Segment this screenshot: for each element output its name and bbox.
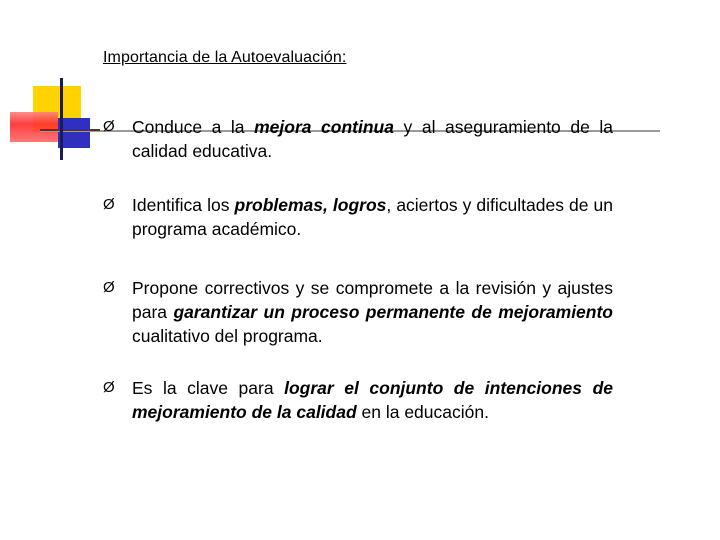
decor-red-square xyxy=(10,112,58,142)
bullet-text xyxy=(103,193,613,241)
bullet-text-segment: en la educación. xyxy=(356,402,489,422)
bullet-text-segment: Identifica los xyxy=(132,195,235,215)
slide-title: Importancia de la Autoevaluación: xyxy=(103,49,347,66)
bullet-text-segment: Es la clave para xyxy=(132,378,285,398)
bullet-text-emphasis: mejora continua xyxy=(254,117,394,137)
arrow-bullet-icon: Ø xyxy=(103,196,115,213)
bullet-text xyxy=(103,276,613,348)
arrow-bullet-icon: Ø xyxy=(103,118,115,135)
decor-vertical-line xyxy=(60,78,63,160)
bullet-item xyxy=(103,276,613,348)
bullet-text-segment: , aciertos y dificultades de un programa académico. xyxy=(132,195,614,239)
bullet-text-segment: Conduce a la xyxy=(132,117,255,137)
bullet-item xyxy=(103,115,613,163)
bullet-text-segment: cualitativo del programa. xyxy=(132,326,323,346)
arrow-bullet-icon: Ø xyxy=(103,279,115,296)
bullet-text-emphasis: problemas, logros xyxy=(234,195,387,215)
arrow-bullet-icon: Ø xyxy=(103,379,115,396)
bullet-text-segment: Propone correctivos y se compromete a la revisión y ajustes para xyxy=(132,278,613,322)
bullet-text-segment: y al aseguramiento de la calidad educativa. xyxy=(132,117,613,161)
bullet-text-emphasis: garantizar un proceso permanente de mejoramiento xyxy=(173,302,614,322)
bullet-text xyxy=(103,115,613,163)
bullet-item xyxy=(103,376,613,424)
bullet-item xyxy=(103,193,613,241)
bullet-text xyxy=(103,376,613,424)
decor-horizontal-line-accent xyxy=(40,129,100,131)
bullet-text-emphasis: lograr el conjunto de intenciones de mejoramiento de la calidad xyxy=(132,378,613,422)
